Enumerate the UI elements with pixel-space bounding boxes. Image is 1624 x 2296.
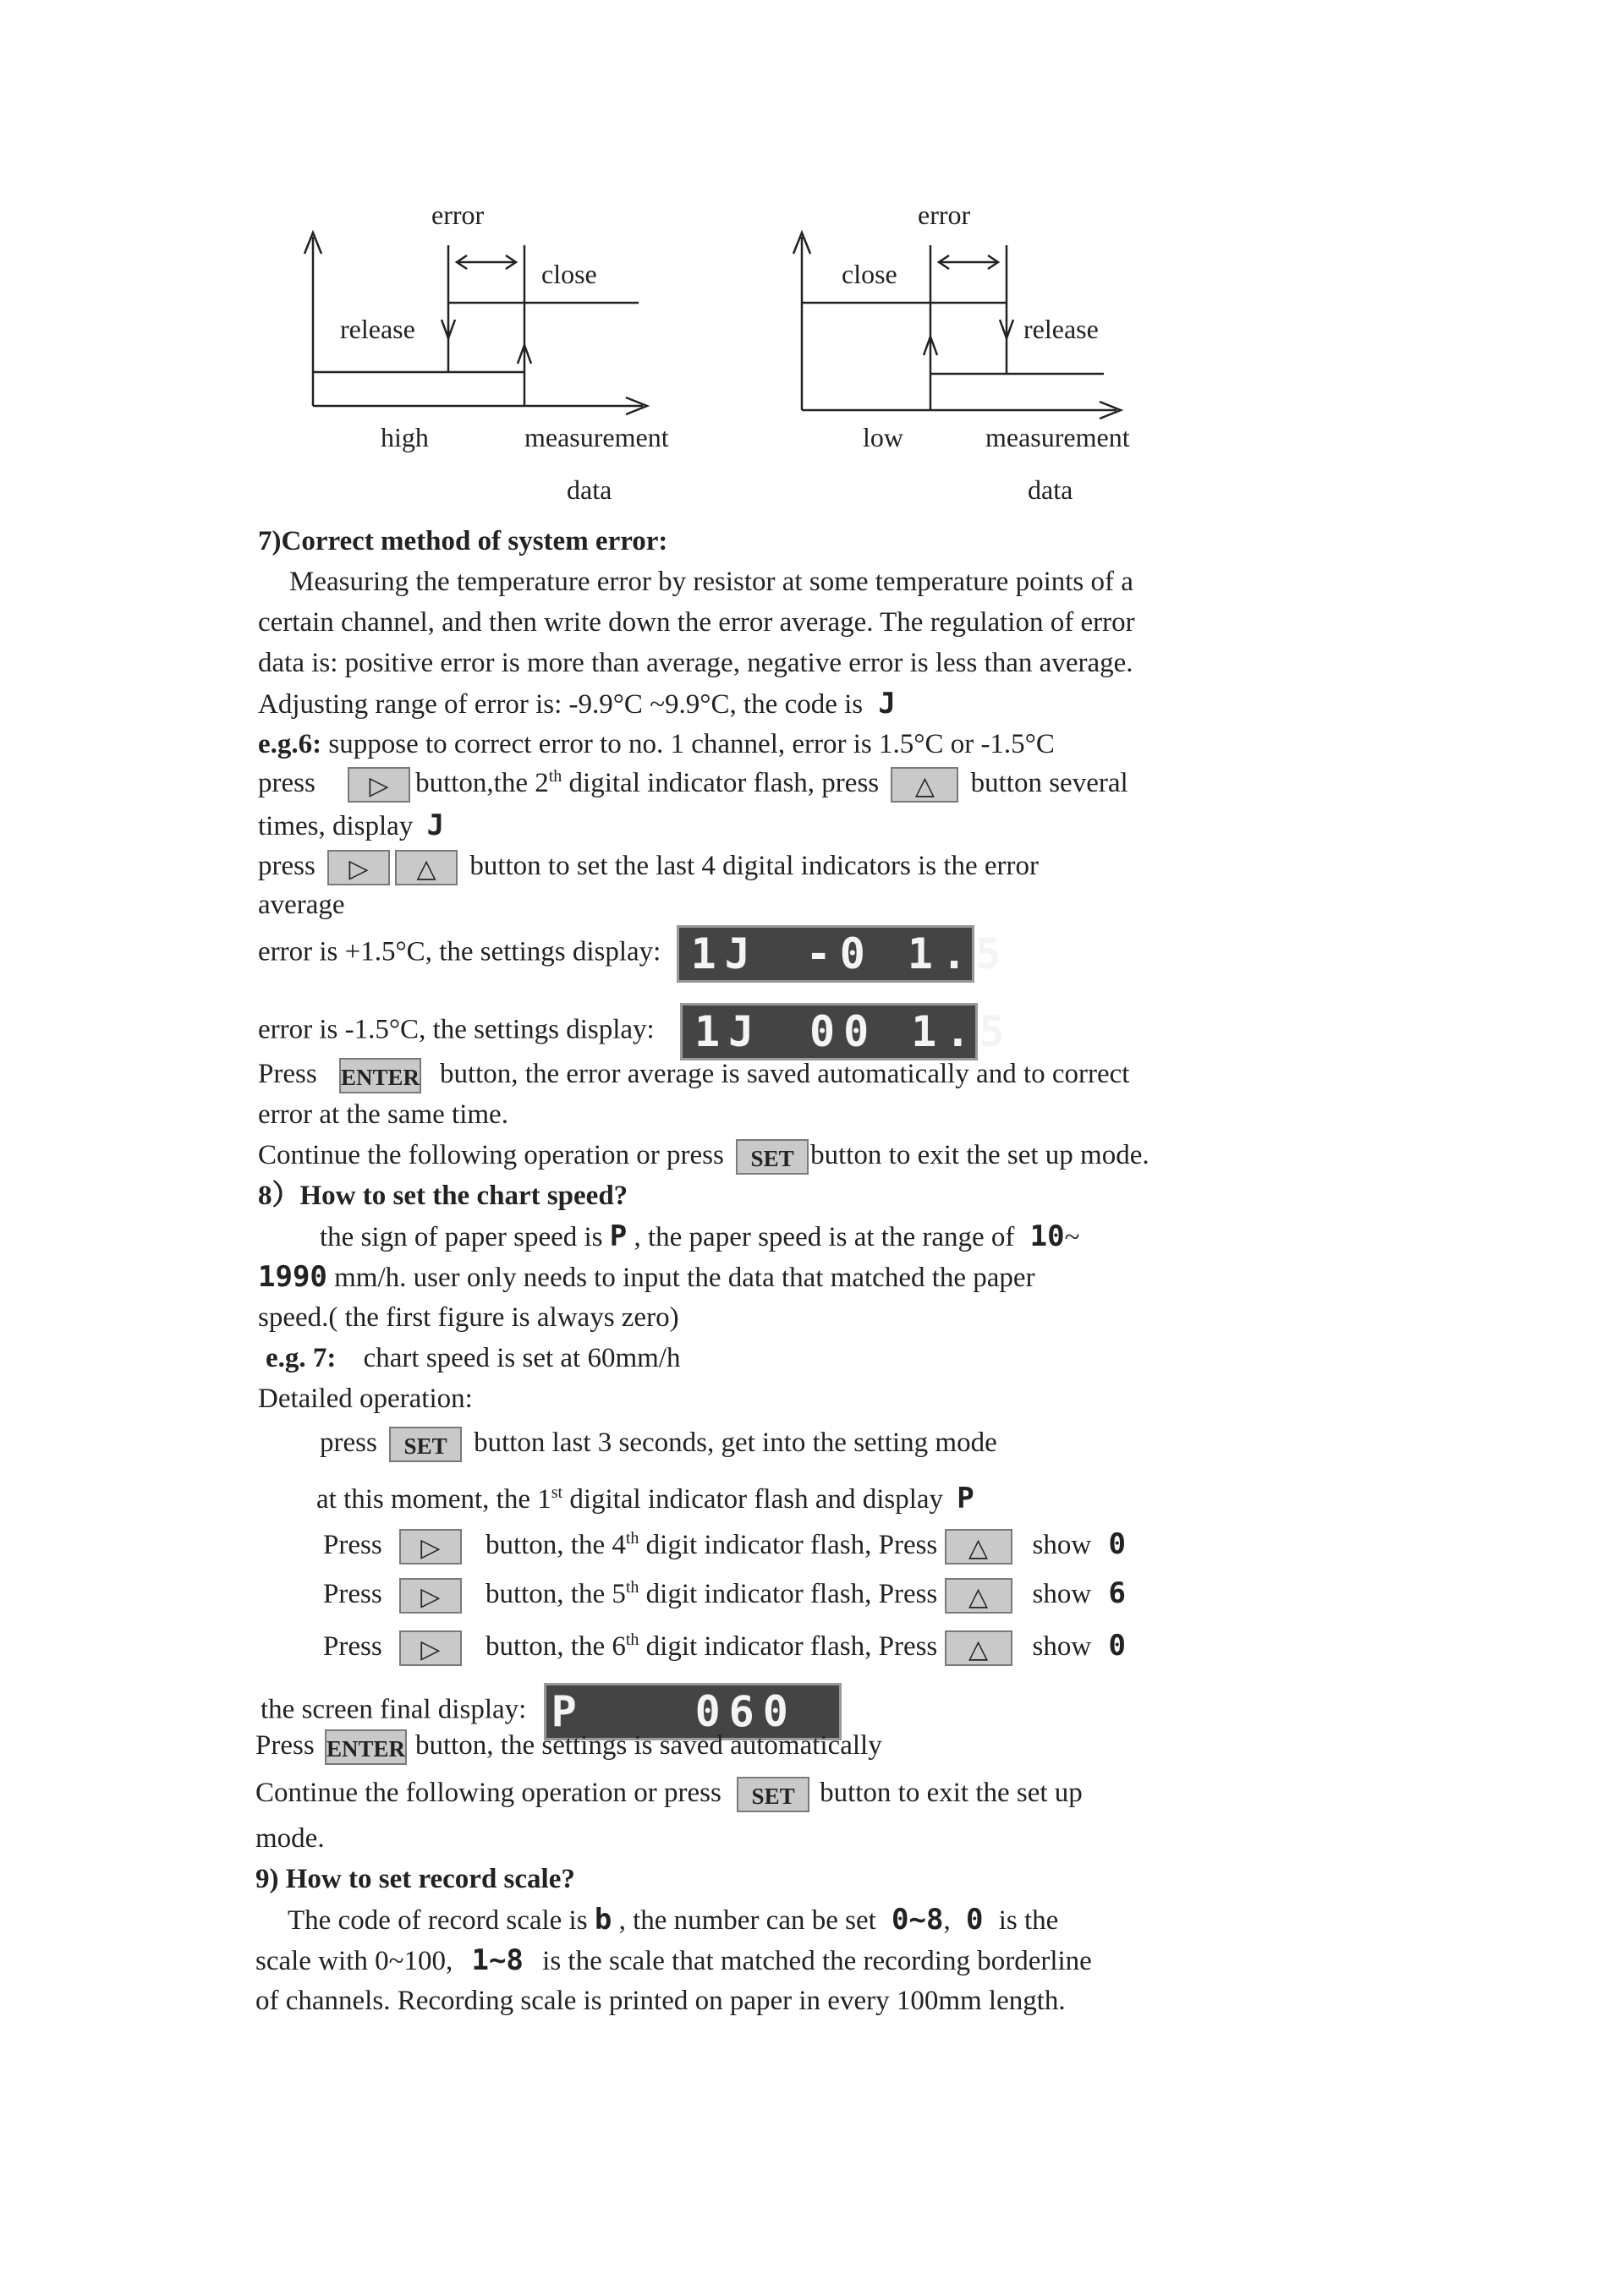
right-arrow-button[interactable]: ▷ [327, 850, 390, 885]
right-arrow-button[interactable]: ▷ [399, 1630, 462, 1666]
section-8-heading: 8）How to set the chart speed? [258, 1181, 628, 1211]
s9-scale-code: b [594, 1903, 612, 1937]
s9-zero: 0 [965, 1903, 984, 1937]
s8-range-max: 1990 [258, 1260, 327, 1294]
right-close-label: close [842, 259, 897, 289]
s8-continue-line [255, 1776, 1083, 1812]
s7-example-text: suppose to correct error to no. 1 channel, error is 1.5°C or -1.5°C [321, 729, 1055, 759]
right-arrow-button[interactable]: ▷ [348, 767, 410, 803]
s7-step-line3 [258, 849, 1039, 885]
led-minus-channel: 1J [694, 1007, 763, 1056]
s8-row-text-b: digit indicator flash, Press [639, 1579, 938, 1609]
set-button[interactable] [737, 1777, 809, 1812]
s8-moment-line [316, 1482, 974, 1516]
left-measurement-label: measurement [524, 422, 669, 452]
s7-minus-label: error is -1.5°C, the settings display: [258, 1014, 655, 1045]
up-arrow-button[interactable]: △ [945, 1578, 1012, 1614]
s7-enter-text: button, the error average is saved automatically and to correct [439, 1059, 1130, 1089]
s7-enter-press: Press [258, 1059, 317, 1089]
s9-comma: , [943, 1905, 951, 1936]
led-final-code: P [551, 1687, 585, 1736]
s8-paragraph-line1 [320, 1219, 1079, 1254]
s8-row-sup: th [625, 1529, 639, 1548]
s8-mode-line: mode. [255, 1823, 325, 1854]
left-error-label: error [431, 200, 485, 230]
s7-minus-error-line [258, 1003, 1013, 1060]
s8-row-value: 0 [1108, 1527, 1126, 1561]
s8-moment-code: P [957, 1482, 974, 1515]
s8-sign-text: the sign of paper speed is [320, 1222, 603, 1252]
s8-row-text-a: button, the 4 [485, 1530, 626, 1560]
s7-paragraph-line2: certain channel, and then write down the error average. The regulation of error [258, 607, 1135, 638]
s8-row-text-a: button, the 6 [485, 1631, 626, 1662]
right-release-label: release [1023, 314, 1099, 344]
s8-speed-code: P [609, 1219, 628, 1253]
s7-paragraph-line4 [258, 687, 896, 721]
s7-enter-line [258, 1057, 1129, 1093]
s8-continue-end: button to exit the set up [820, 1778, 1083, 1808]
s9-borderline-text: is the scale that matched the recording borderline [542, 1946, 1092, 1976]
s7-press-text-2: press [258, 851, 315, 881]
s8-moment-text-a: at this moment, the 1 [316, 1484, 551, 1515]
s8-paragraph-text2: mm/h. user only needs to input the data that matched the paper [334, 1263, 1035, 1293]
up-arrow-button[interactable]: △ [891, 767, 958, 803]
s8-digit-row [323, 1629, 1126, 1666]
s8-detailed-line: Detailed operation: [258, 1384, 473, 1414]
s8-example-label: e.g. 7: [266, 1343, 337, 1373]
diagram-high-alarm [288, 195, 744, 516]
s8-final-label: the screen final display: [261, 1694, 527, 1725]
left-high-label: high [381, 422, 429, 452]
enter-button-label: ENTER [326, 1736, 405, 1762]
led-final-value: 060 [694, 1687, 797, 1736]
s7-continue-text: Continue the following operation or press [258, 1140, 724, 1170]
led-display-minus [680, 1003, 1013, 1060]
s7-plus-label: error is +1.5°C, the settings display: [258, 936, 661, 967]
set-button-label: SET [403, 1433, 447, 1460]
s8-digit-row [323, 1576, 1126, 1614]
set-button-label: SET [750, 1146, 794, 1172]
up-arrow-button[interactable]: △ [945, 1630, 1012, 1666]
diagram-low-alarm [770, 195, 1210, 516]
s8-moment-sup: st [551, 1483, 563, 1502]
s7-step-text-3: button to set the last 4 digital indicators is the error [469, 851, 1040, 881]
s7-continue-end: button to exit the set up mode. [810, 1140, 1149, 1170]
right-data-label: data [1028, 474, 1073, 505]
s9-range: 0~8 [892, 1903, 944, 1937]
s9-code-text: The code of record scale is [288, 1905, 588, 1936]
s7-times-display: times, display [258, 811, 414, 841]
s7-step-line1 [258, 766, 1128, 803]
s7-step-line2 [258, 808, 444, 843]
s8-row-show: show [1032, 1579, 1092, 1609]
s8-digit-row [323, 1527, 1126, 1564]
s8-paragraph-line3: speed.( the first figure is always zero) [258, 1302, 679, 1333]
enter-button-label: ENTER [340, 1065, 420, 1091]
s7-step-sup: th [548, 767, 562, 786]
right-arrow-button[interactable]: ▷ [399, 1578, 462, 1614]
section-9-heading: 9) How to set record scale? [255, 1864, 575, 1894]
s9-range-2: 1~8 [471, 1943, 524, 1977]
s8-range-min: 10 [1029, 1219, 1065, 1253]
s8-row-value: 0 [1108, 1629, 1126, 1663]
s7-average-line: average [258, 890, 345, 920]
s8-range-text: , the paper speed is at the range of [634, 1222, 1015, 1252]
s9-number-text: , the number can be set [618, 1905, 876, 1936]
s8-press-set-line [320, 1426, 997, 1462]
s8-enter-text: button, the settings is saved automatically [414, 1730, 882, 1761]
s8-row-value: 6 [1108, 1576, 1126, 1610]
left-release-label: release [340, 314, 415, 344]
s7-step-text-a: button,the 2 [415, 768, 549, 798]
s7-step-text-end: button several [970, 768, 1128, 798]
right-low-label: low [863, 422, 903, 452]
s9-scale-text: scale with 0~100, [255, 1946, 453, 1976]
led-display-plus [677, 925, 1010, 983]
s8-press-set-end: button last 3 seconds, get into the setting mode [474, 1427, 997, 1458]
s7-example-line [258, 727, 1055, 761]
s8-continue-text: Continue the following operation or press [255, 1778, 721, 1808]
s7-plus-error-line [258, 925, 1010, 983]
right-arrow-button[interactable]: ▷ [399, 1529, 462, 1564]
right-measurement-label: measurement [985, 422, 1130, 452]
s7-enter-line2: error at the same time. [258, 1099, 508, 1130]
enter-button[interactable] [325, 1729, 407, 1765]
s8-example-text: chart speed is set at 60mm/h [363, 1343, 681, 1373]
set-button[interactable] [736, 1139, 809, 1175]
s8-row-show: show [1032, 1631, 1092, 1662]
s7-step-text-b: digital indicator flash, press [562, 768, 880, 798]
s7-display-code: J [426, 808, 445, 842]
s8-press-text: press [320, 1427, 377, 1458]
s8-range-tilde: ~ [1064, 1222, 1080, 1252]
s7-continue-line [258, 1138, 1149, 1175]
led-plus-channel: 1J [690, 929, 759, 978]
set-button-label: SET [751, 1784, 795, 1810]
s8-moment-text-b: digital indicator flash and display [562, 1484, 944, 1515]
s8-row-text-b: digit indicator flash, Press [639, 1530, 938, 1560]
s9-is-the: is the [998, 1905, 1059, 1936]
section-7-heading: 7)Correct method of system error: [258, 526, 668, 556]
s8-row-text-a: button, the 5 [485, 1579, 626, 1609]
s8-row-press: Press [323, 1631, 382, 1662]
s8-enter-press: Press [255, 1730, 315, 1761]
enter-button[interactable] [339, 1058, 421, 1093]
s8-row-sup: th [625, 1630, 639, 1649]
s8-row-sup: th [625, 1578, 639, 1597]
up-arrow-button[interactable]: △ [395, 850, 458, 885]
s7-error-code: J [878, 687, 896, 721]
s8-enter-line [255, 1729, 882, 1765]
right-error-label: error [918, 200, 971, 230]
left-data-label: data [567, 474, 612, 505]
up-arrow-button[interactable]: △ [945, 1529, 1012, 1564]
s8-example-line [266, 1341, 680, 1375]
s8-row-text-b: digit indicator flash, Press [639, 1631, 938, 1662]
s9-paragraph-line3: of channels. Recording scale is printed on paper in every 100mm length. [255, 1986, 1066, 2016]
s7-press-text: press [258, 768, 315, 798]
s9-paragraph-line1 [288, 1903, 1058, 1937]
led-minus-value: 00 1.5 [809, 1007, 1013, 1056]
s8-row-show: show [1032, 1530, 1092, 1560]
s7-range-text: Adjusting range of error is: -9.9°C ~9.9°C, the code is [258, 689, 864, 720]
s7-example-label: e.g.6: [258, 729, 322, 759]
s7-paragraph-line1: Measuring the temperature error by resistor at some temperature points of a [289, 567, 1133, 597]
s8-paragraph-line2 [258, 1260, 1035, 1295]
s8-row-press: Press [323, 1530, 382, 1560]
s8-row-press: Press [323, 1579, 382, 1609]
left-close-label: close [541, 259, 597, 289]
s7-paragraph-line3: data is: positive error is more than average, negative error is less than average. [258, 648, 1133, 678]
led-plus-value: -0 1.5 [805, 929, 1010, 978]
set-button[interactable] [389, 1427, 462, 1462]
s9-paragraph-line2 [255, 1943, 1092, 1978]
